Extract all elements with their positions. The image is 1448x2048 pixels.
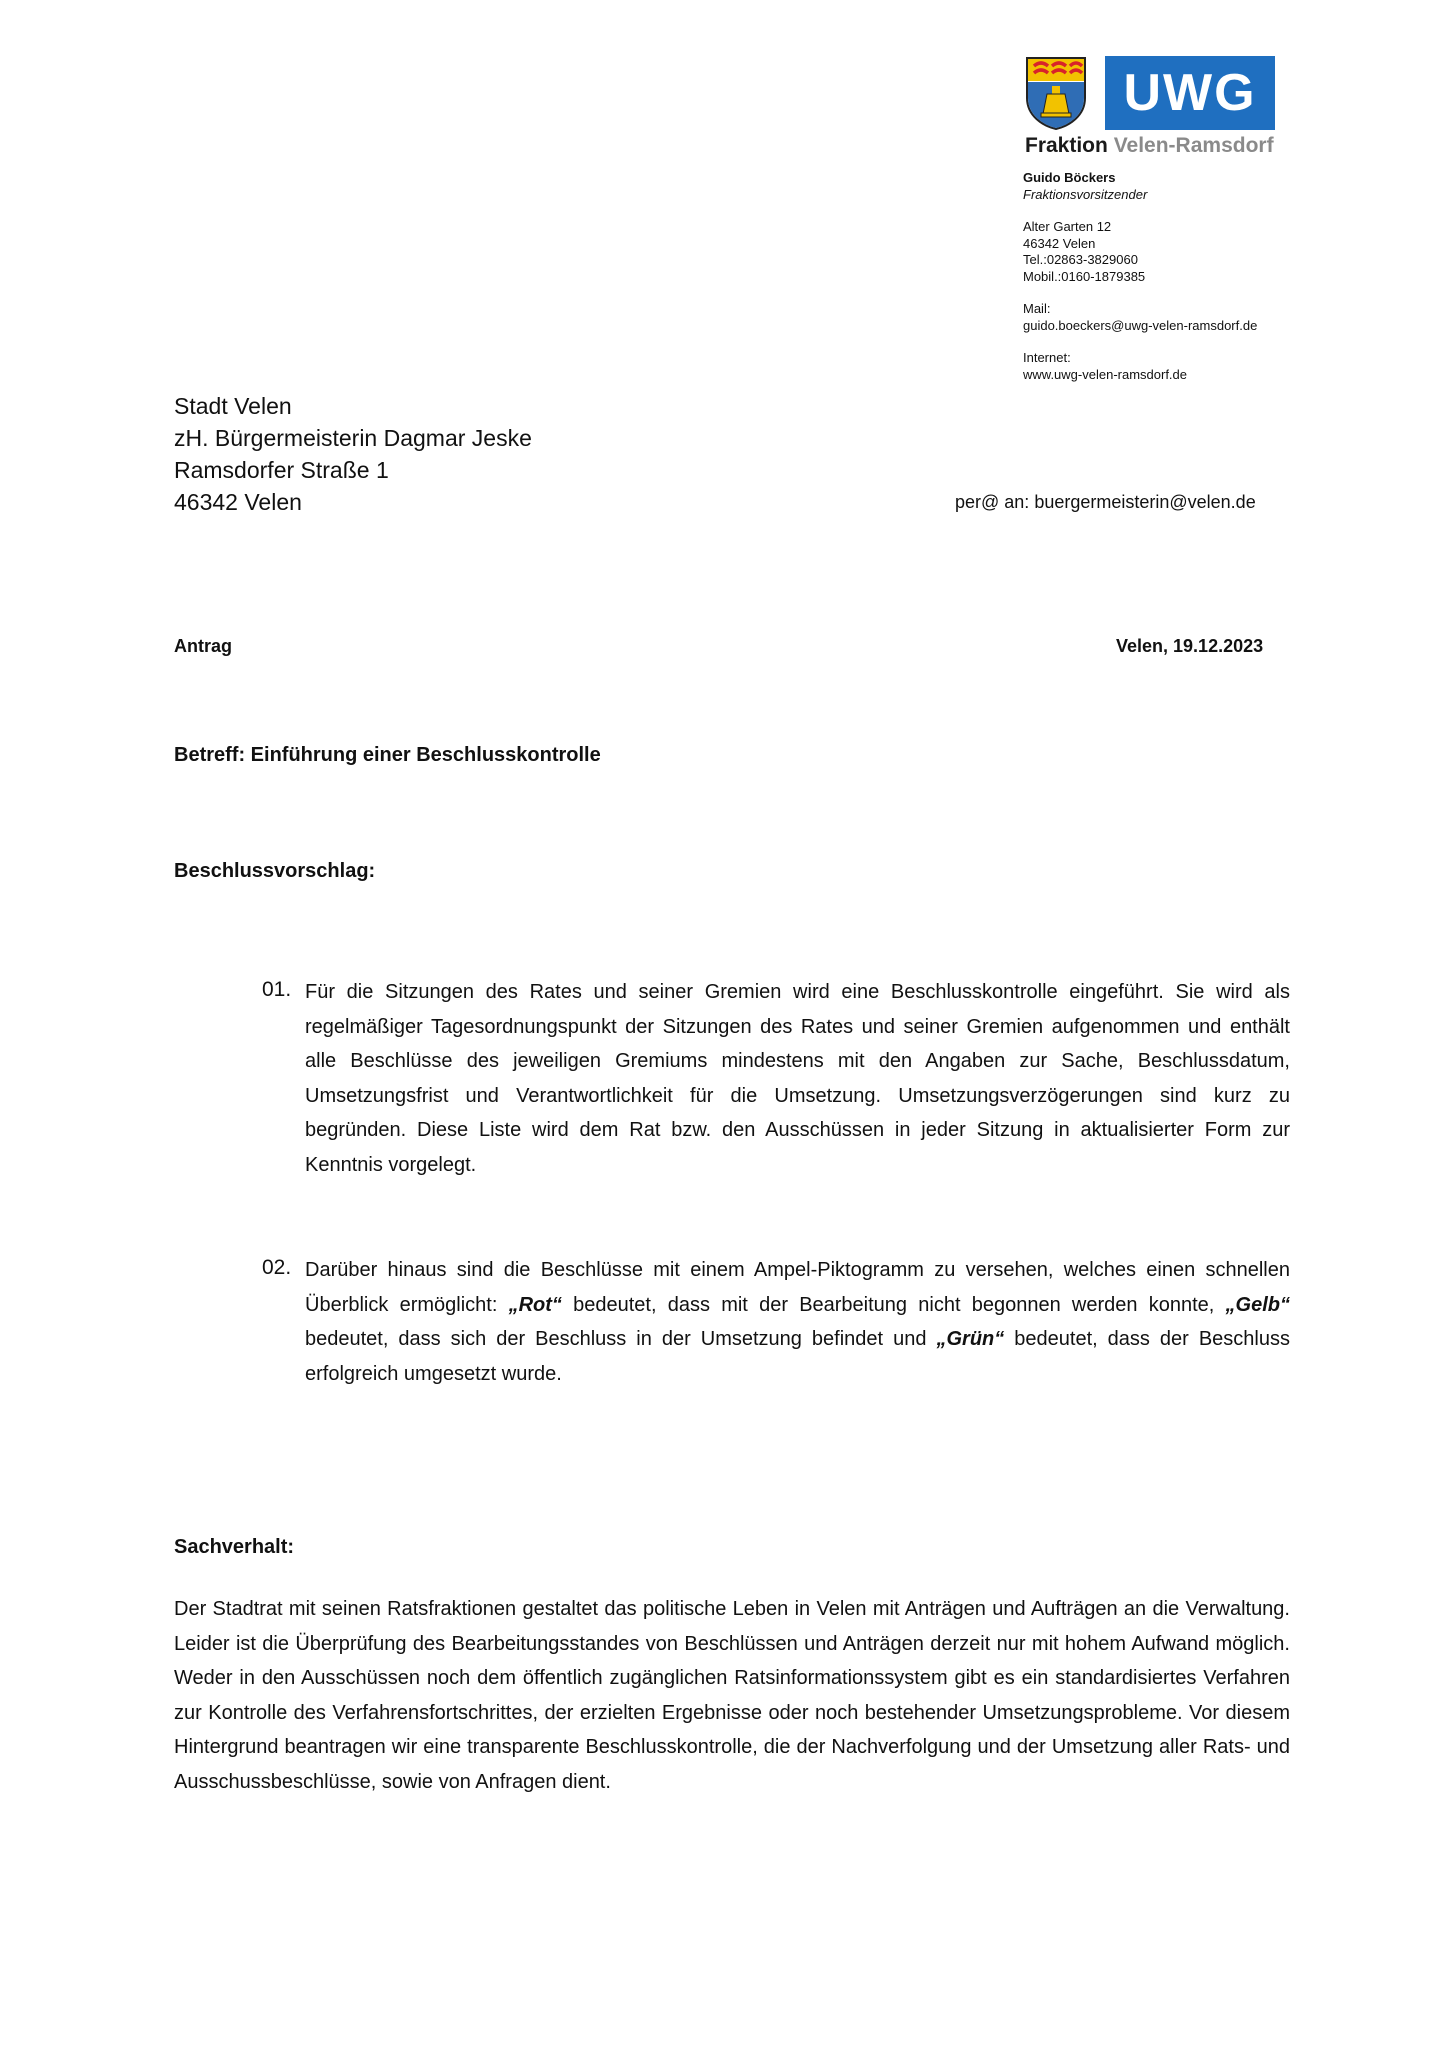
proposal-heading: Beschlussvorschlag:: [174, 860, 376, 882]
sender-mail: guido.boeckers@uwg-velen-ramsdorf.de: [1023, 317, 1258, 333]
proposal-item: Darüber hinaus sind die Beschlüsse mit einem Ampel-Piktogramm zu versehen, welches einen schnellen Überblick ermöglicht: „Rot“ bedeutet, dass mit der Bearbeitung nicht begonnen werden konnte, „Gelb“ bedeutet, dass sich der Beschluss in der Umsetzung befindet und „Grün“ bedeutet, dass der Beschluss erfolgreich umgesetzt wurde.: [305, 1259, 1290, 1385]
delivery-note: per@ an: buergermeisterin@velen.de: [955, 492, 1256, 512]
recipient-line: zH. Bürgermeisterin Dagmar Jeske: [174, 425, 532, 451]
logo-wordmark: UWG: [1105, 56, 1275, 130]
sender-phone: Tel.:02863-3829060: [1023, 252, 1138, 267]
coat-of-arms-icon: [1025, 56, 1087, 130]
sender-internet: www.uwg-velen-ramsdorf.de: [1023, 366, 1188, 382]
facts-paragraph: Der Stadtrat mit seinen Ratsfraktionen gestaltet das politische Leben in Velen mit Anträgen und Aufträgen an die Verwaltung. Leider ist die Überprüfung des Bearbeitungsstandes von Beschlüssen und Anträgen derzeit nur mit hohem Aufwand möglich. Weder in den Ausschüssen noch dem öffentlich zugänglichen Ratsinformationssystem gibt es ein standardisiertes Verfahren zur Kontrolle des Verfahrensfortschrittes, der erzielten Ergebnisse oder noch bestehender Umsetzungsprobleme. Vor diesem Hintergrund beantragen wir eine transparente Beschlusskontrolle, die der Nachverfolgung und der Umsetzung aller Rats- und Ausschussbeschlüsse, sowie von Anfragen dient.: [174, 1598, 1290, 1793]
sender-role: Fraktionsvorsitzender: [1023, 186, 1148, 202]
status-red-label: „Rot“: [508, 1293, 562, 1316]
sender-street: Alter Garten 12: [1023, 219, 1112, 234]
recipient-line: Stadt Velen: [174, 393, 292, 419]
sender-name: Guido Böckers: [1023, 170, 1116, 185]
recipient-line: Ramsdorfer Straße 1: [174, 457, 389, 483]
recipient-line: 46342 Velen: [174, 489, 302, 515]
document-type: Antrag: [174, 636, 232, 656]
sender-block: [1023, 170, 1343, 383]
recipient-address: [174, 390, 532, 518]
party-logo: [1025, 56, 1275, 161]
facts-heading: Sachverhalt:: [174, 1536, 295, 1558]
item-number: 01.: [262, 978, 292, 1001]
status-green-label: „Grün“: [936, 1328, 1005, 1350]
sender-mail-label: Mail:: [1023, 301, 1051, 316]
sender-city: 46342 Velen: [1023, 235, 1096, 251]
sender-internet-label: Internet:: [1023, 350, 1071, 365]
logo-tagline: Fraktion Velen-Ramsdorf: [1025, 134, 1274, 157]
document-date: Velen, 19.12.2023: [1116, 636, 1264, 656]
item-number: 02.: [262, 1256, 292, 1279]
subject-line: Betreff: Einführung einer Beschlusskontrolle: [174, 744, 601, 766]
proposal-item: Für die Sitzungen des Rates und seiner Gremien wird eine Beschlusskontrolle eingeführt. Sie wird als regelmäßiger Tagesordnungspunkt der Sitzungen des Rates und seiner Gremien aufgenommen und enthält alle Beschlüsse des jeweiligen Gremiums mindestens mit den Angaben zur Sache, Beschlussdatum, Umsetzungsfrist und Verantwortlichkeit für die Umsetzung. Umsetzungsverzögerungen sind kurz zu begründen. Diese Liste wird dem Rat bzw. den Ausschüssen in jeder Sitzung in aktualisierter Form zur Kenntnis vorgelegt.: [305, 981, 1290, 1176]
status-yellow-label: „Gelb“: [1225, 1293, 1290, 1316]
sender-mobile: Mobil.:0160-1879385: [1023, 268, 1146, 284]
